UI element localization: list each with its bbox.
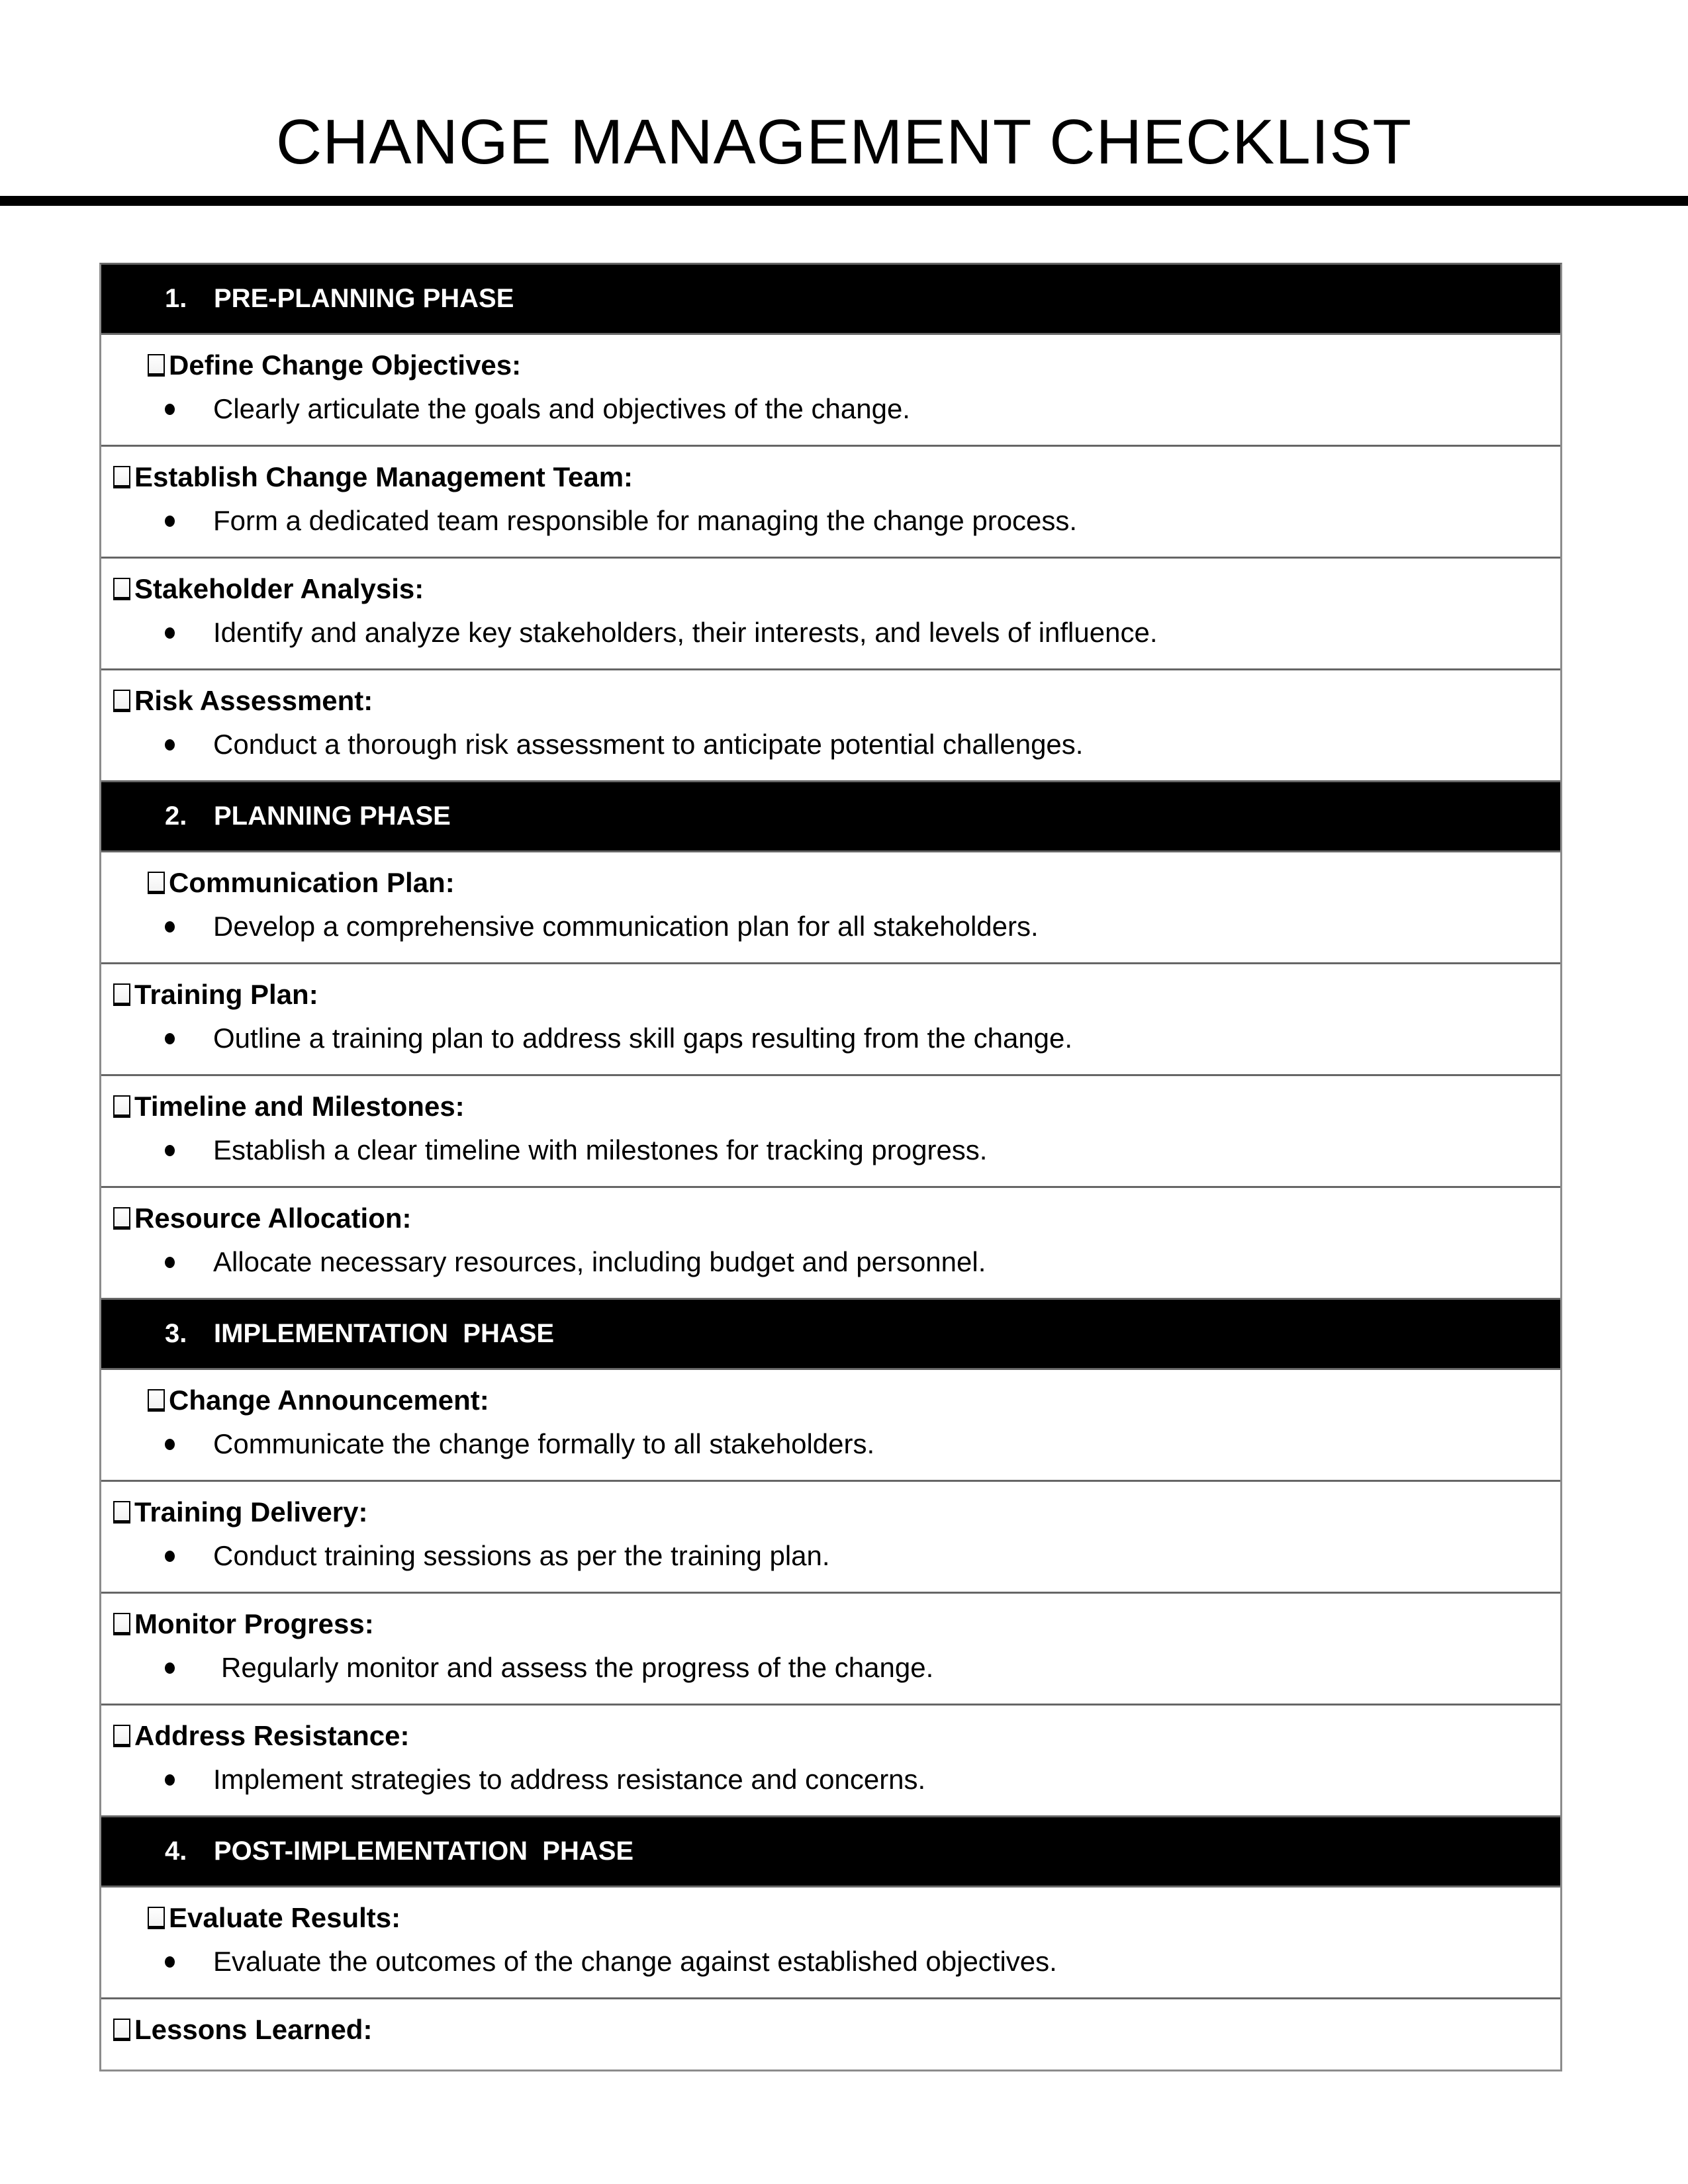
item-description: Establish a clear timeline with milestones for tracking progress. (213, 1134, 988, 1165)
phase-label: PLANNING PHASE (214, 801, 451, 831)
item-description: Allocate necessary resources, including budget and personnel. (213, 1246, 986, 1277)
phase-number: 2. (165, 801, 187, 831)
checklist-item (101, 447, 1560, 559)
phase-label: POST-IMPLEMENTATION PHASE (214, 1837, 634, 1866)
item-description: Clearly articulate the goals and objectives of the change. (213, 393, 910, 424)
checklist-item (101, 559, 1560, 670)
phase-header-implementation (101, 1300, 1560, 1370)
item-description: Outline a training plan to address skill gaps resulting from the change. (213, 1023, 1073, 1054)
item-title: Evaluate Results: (169, 1902, 401, 1933)
bullet-icon (165, 1257, 175, 1268)
item-description: Conduct training sessions as per the training plan. (213, 1540, 830, 1571)
checklist-item (101, 335, 1560, 447)
bullet-icon (165, 1774, 175, 1786)
checkbox-icon[interactable] (113, 1207, 130, 1230)
checklist-item (101, 852, 1560, 964)
bullet-icon (165, 739, 175, 751)
phase-header-post-implementation (101, 1817, 1560, 1888)
bullet-icon (165, 1956, 175, 1968)
item-title: Establish Change Management Team: (134, 461, 633, 492)
phase-label: IMPLEMENTATION PHASE (214, 1319, 555, 1348)
item-title: Lessons Learned: (134, 2014, 373, 2045)
bullet-icon (165, 1145, 175, 1156)
item-description: Evaluate the outcomes of the change against established objectives. (213, 1946, 1057, 1977)
checklist-item (101, 1188, 1560, 1300)
bullet-icon (165, 627, 175, 639)
item-description: Conduct a thorough risk assessment to anticipate potential challenges. (213, 729, 1084, 760)
checklist-item (101, 1594, 1560, 1706)
bullet-icon (165, 1551, 175, 1562)
checkbox-icon[interactable] (113, 1613, 130, 1635)
checkbox-icon[interactable] (113, 1095, 130, 1118)
title-divider (0, 196, 1688, 206)
item-title: Training Delivery: (134, 1496, 368, 1527)
item-description: Regularly monitor and assess the progress of the change. (221, 1652, 934, 1683)
checkbox-icon[interactable] (113, 2019, 130, 2041)
checklist-item (101, 1888, 1560, 1999)
item-title: Risk Assessment: (134, 685, 373, 716)
item-title: Address Resistance: (134, 1720, 410, 1751)
item-title: Timeline and Milestones: (134, 1091, 465, 1122)
checkbox-icon[interactable] (148, 1389, 165, 1412)
item-title: Monitor Progress: (134, 1608, 374, 1639)
item-description: Communicate the change formally to all stakeholders. (213, 1428, 875, 1459)
item-description: Identify and analyze key stakeholders, their interests, and levels of influence. (213, 617, 1158, 648)
bullet-icon (165, 921, 175, 933)
checklist-item (101, 1706, 1560, 1817)
phase-label: PRE-PLANNING PHASE (214, 284, 514, 313)
phase-header-pre-planning (101, 265, 1560, 335)
checklist-item (101, 964, 1560, 1076)
checklist-item (101, 1370, 1560, 1482)
bullet-icon (165, 404, 175, 415)
checkbox-icon[interactable] (113, 578, 130, 600)
phase-number: 3. (165, 1319, 187, 1348)
checkbox-icon[interactable] (113, 690, 130, 712)
checklist-item (101, 1076, 1560, 1188)
checklist-item (101, 1482, 1560, 1594)
checklist-item (101, 1999, 1560, 2070)
item-description: Form a dedicated team responsible for managing the change process. (213, 505, 1078, 536)
bullet-icon (165, 1439, 175, 1450)
checkbox-icon[interactable] (113, 983, 130, 1006)
item-title: Change Announcement: (169, 1385, 489, 1416)
checkbox-icon[interactable] (113, 1725, 130, 1747)
item-title: Define Change Objectives: (169, 349, 522, 381)
bullet-icon (165, 516, 175, 527)
checkbox-icon[interactable] (148, 872, 165, 894)
bullet-icon (165, 1662, 175, 1674)
bullet-icon (165, 1033, 175, 1044)
checkbox-icon[interactable] (148, 354, 165, 377)
item-description: Implement strategies to address resistance and concerns. (213, 1764, 926, 1795)
checkbox-icon[interactable] (113, 1501, 130, 1524)
phase-number: 4. (165, 1837, 187, 1866)
page-title: CHANGE MANAGEMENT CHECKLIST (275, 107, 1413, 177)
item-title: Communication Plan: (169, 867, 455, 898)
phase-number: 1. (165, 284, 187, 313)
item-title: Resource Allocation: (134, 1203, 412, 1234)
phase-header-planning (101, 782, 1560, 852)
checklist-item (101, 670, 1560, 782)
checkbox-icon[interactable] (148, 1907, 165, 1929)
item-description: Develop a comprehensive communication plan for all stakeholders. (213, 911, 1039, 942)
item-title: Training Plan: (134, 979, 318, 1010)
item-title: Stakeholder Analysis: (134, 573, 424, 604)
checklist-table (99, 263, 1562, 2071)
checkbox-icon[interactable] (113, 466, 130, 488)
